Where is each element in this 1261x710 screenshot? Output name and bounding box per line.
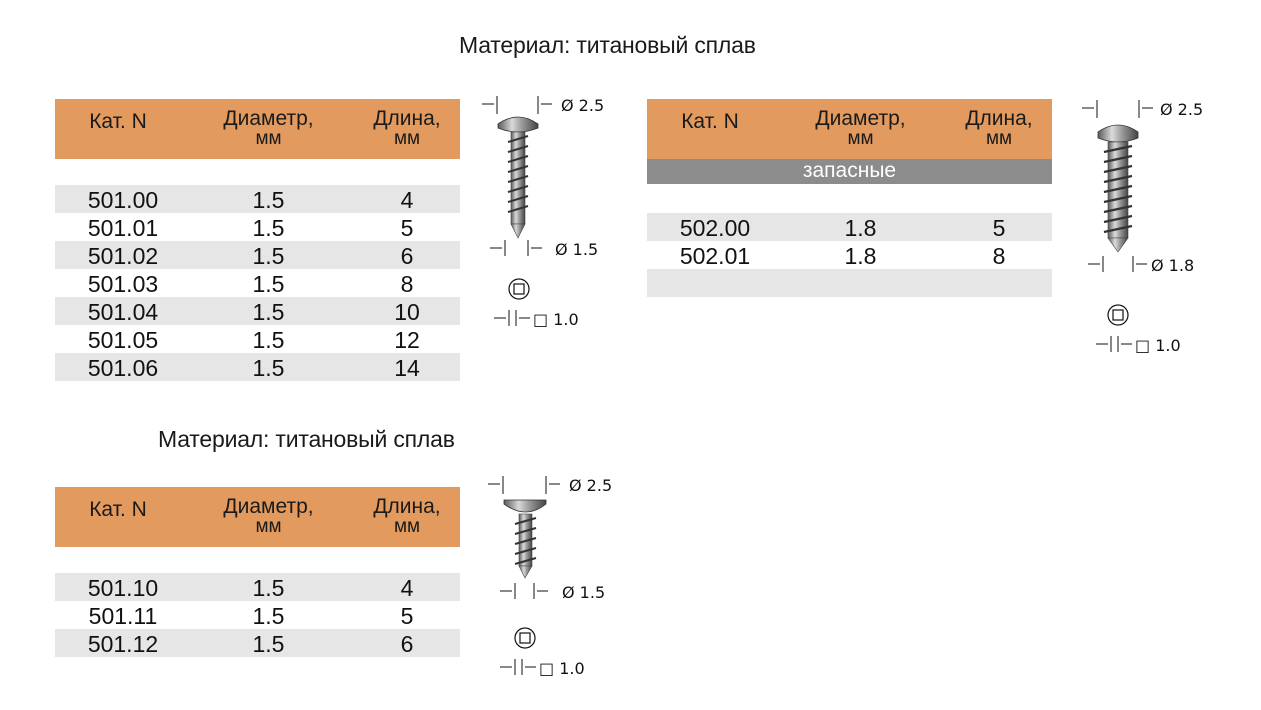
screw-illustration-2 [1078, 96, 1198, 356]
table-row: 501.10 1.5 4 [55, 573, 460, 601]
table-row: 501.00 1.5 4 [55, 185, 460, 213]
table-row: 501.06 1.5 14 [55, 353, 460, 381]
table-row: 501.02 1.5 6 [55, 241, 460, 269]
subheader-spare: запасные [647, 159, 1052, 184]
col-header-length: Длина, мм [373, 107, 441, 149]
drive-size-label-1: □ 1.0 [533, 310, 579, 329]
core-diameter-label-2: Ø 1.8 [1151, 256, 1195, 275]
table-row: 502.00 1.8 5 [647, 213, 1052, 241]
head-diameter-label-3: Ø 2.5 [569, 476, 613, 495]
head-diameter-label-1: Ø 2.5 [561, 96, 605, 115]
head-diameter-label-2: Ø 2.5 [1160, 100, 1204, 119]
table-501-10 [55, 487, 460, 657]
table-header [55, 99, 460, 159]
spacer-row [55, 159, 460, 185]
table-header [647, 99, 1052, 159]
core-diameter-label-3: Ø 1.5 [562, 583, 606, 602]
table-row: 501.04 1.5 10 [55, 297, 460, 325]
table-row: 501.03 1.5 8 [87, 271, 414, 297]
table-row: 501.12 1.5 6 [55, 629, 460, 657]
table-502-00 [647, 99, 1052, 297]
table-row: 501.01 1.5 5 [87, 215, 414, 241]
table-row: 502.01 1.8 8 [679, 243, 1006, 269]
col-header-diameter: Диаметр, мм [815, 107, 906, 149]
section-title-top: Материал: титановый сплав [459, 32, 756, 58]
table-header [55, 487, 460, 547]
col-header-length: Длина, мм [373, 495, 441, 537]
drive-size-label-3: □ 1.0 [539, 659, 585, 678]
col-header-cat: Кат. N [681, 110, 739, 133]
table-row: 501.05 1.5 12 [87, 327, 420, 353]
core-diameter-label-1: Ø 1.5 [555, 240, 599, 259]
col-header-cat: Кат. N [89, 498, 147, 521]
drive-size-label-2: □ 1.0 [1135, 336, 1181, 355]
table-row: 501.11 1.5 5 [88, 603, 414, 629]
screw-illustration-1 [480, 92, 600, 322]
spacer-row [647, 184, 1052, 213]
table-501-00 [55, 99, 460, 381]
col-header-diameter: Диаметр, мм [223, 107, 314, 149]
section-title-bottom: Материал: титановый сплав [158, 426, 455, 452]
screw-illustration-3 [486, 472, 606, 682]
col-header-diameter: Диаметр, мм [223, 495, 314, 537]
col-header-cat: Кат. N [89, 110, 147, 133]
table-row-empty [647, 269, 1052, 297]
spacer-row [55, 547, 460, 573]
col-header-length: Длина, мм [965, 107, 1033, 149]
